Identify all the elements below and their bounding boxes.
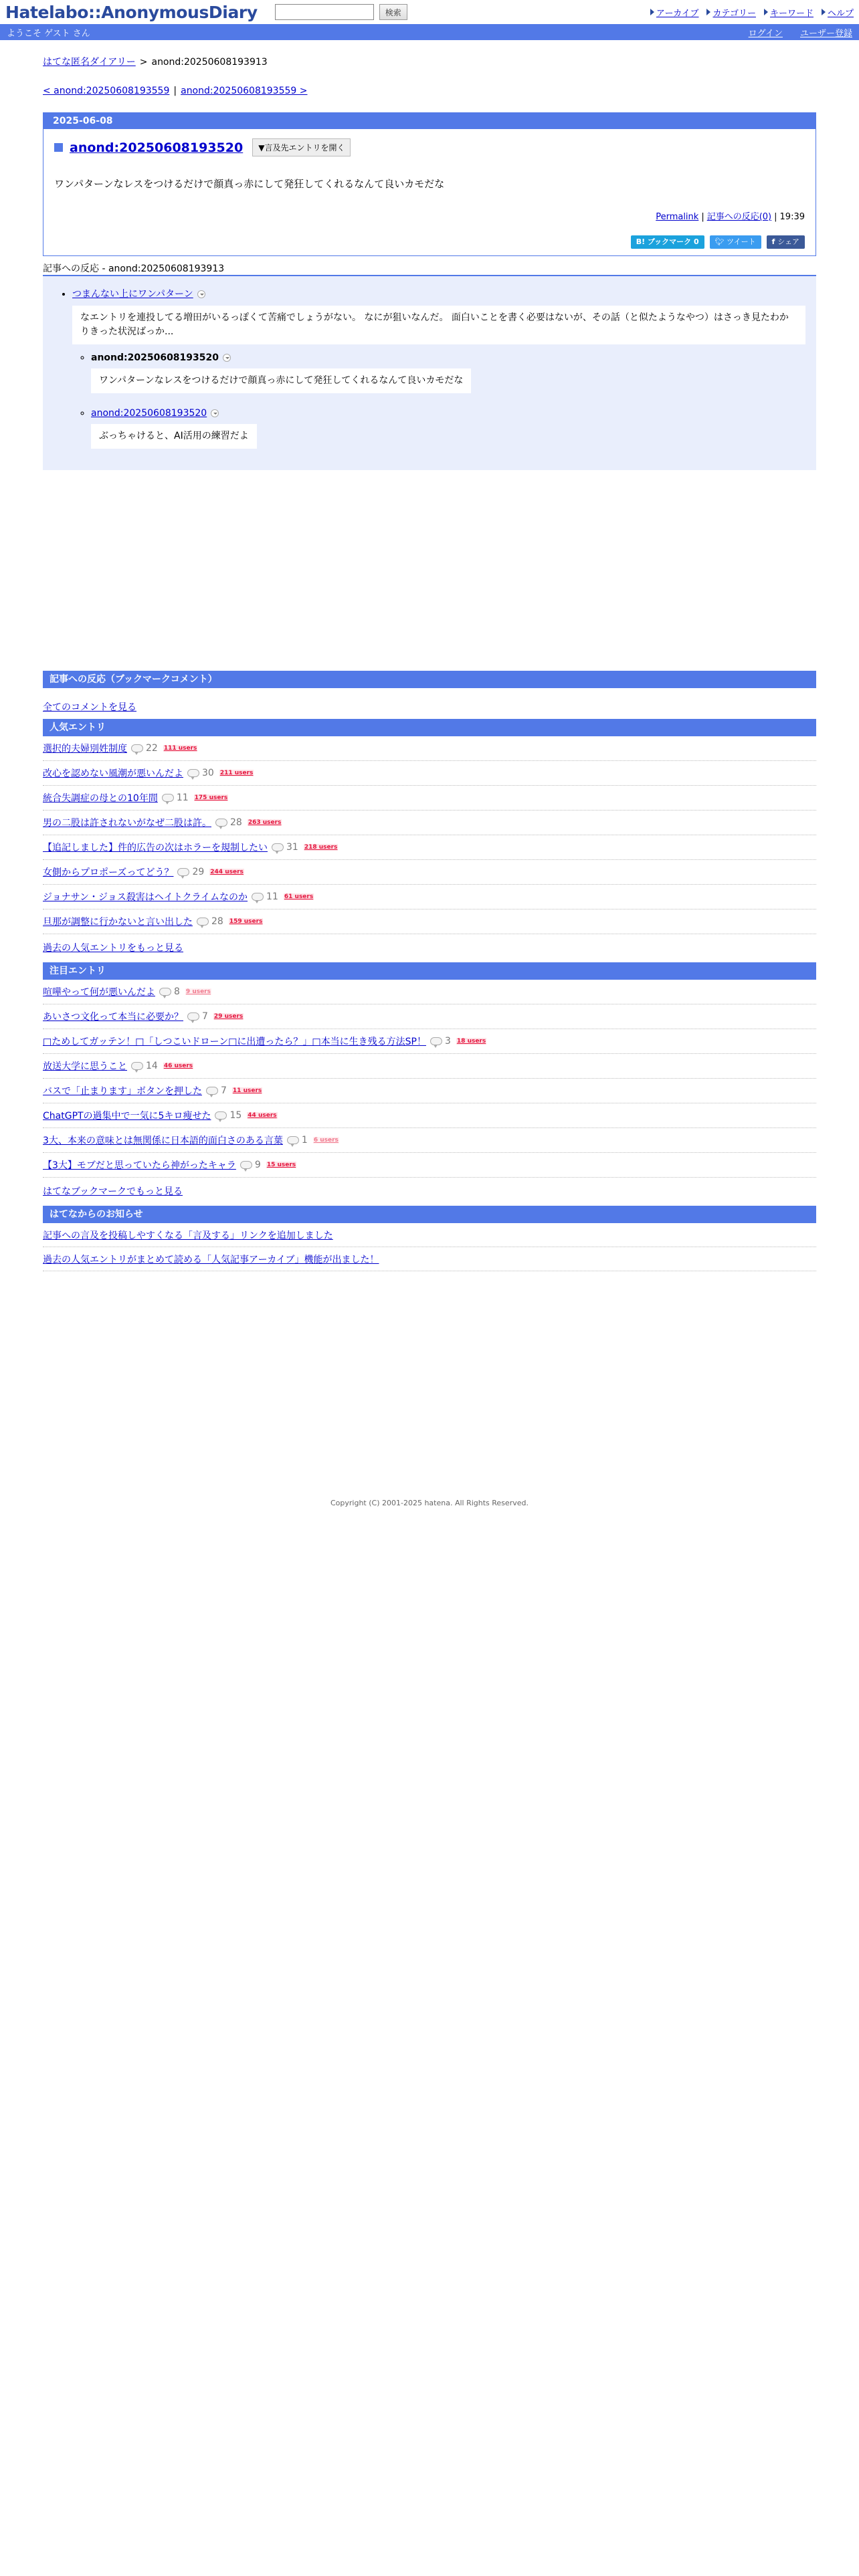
welcome-bar <box>0 24 859 40</box>
entry-link[interactable]: 3大、本来の意味とは無関係に日本語的面白さのある言葉 <box>43 1136 283 1146</box>
featured-entries-header: 注目エントリ <box>43 962 816 980</box>
arrow-right-icon <box>706 9 710 15</box>
featured-more <box>43 1178 816 1206</box>
comment-icon <box>240 1161 252 1169</box>
list-item <box>43 1029 816 1054</box>
comment-icon <box>177 868 189 876</box>
entry-link[interactable]: 【追記しました】件的広告の次はホラーを規制したい <box>43 843 268 853</box>
popular-entries-header: 人気エントリ <box>43 719 816 736</box>
list-item <box>43 761 816 786</box>
entry-link[interactable]: □ためしてガッテン！□「しつこいドローン□に出遭ったら？」□本当に生き残る方法SP！ <box>43 1037 426 1047</box>
list-item <box>43 1004 816 1029</box>
entry-link[interactable]: 選択的夫婦別姓制度 <box>43 744 127 754</box>
site-logo[interactable]: Hatelabo::AnonymousDiary <box>5 2 258 22</box>
users-badge[interactable]: 211 users <box>219 770 254 776</box>
reactions-title: 記事への反応 - anond:20250608193913 <box>43 263 225 274</box>
tweet-label: ツイート <box>727 237 756 246</box>
prev-next-nav <box>43 86 816 96</box>
footer-copyright: Copyright (C) 2001-2025 hatena. All Rights Reserved. <box>330 1499 529 1507</box>
list-item <box>43 1079 816 1103</box>
breadcrumb <box>43 55 816 68</box>
entry-square-icon <box>54 143 63 152</box>
share-row <box>54 235 805 249</box>
prev-entry-link[interactable]: < anond:20250608193559 <box>43 86 170 96</box>
comment-count: 15 <box>229 1110 242 1121</box>
prev-next-separator: | <box>173 86 177 96</box>
comment-icon <box>162 794 174 802</box>
entry-link[interactable]: 【3大】モブだと思っていたら神がったキャラ <box>43 1160 236 1171</box>
users-badge[interactable]: 29 users <box>213 1013 244 1020</box>
users-badge[interactable]: 111 users <box>163 745 197 752</box>
nav-keyword-link[interactable]: キーワード <box>769 8 814 19</box>
list-item <box>43 1054 816 1079</box>
entry-link[interactable]: あいさつ文化って本当に必要か？ <box>43 1012 183 1023</box>
popular-entries-list <box>43 736 816 934</box>
all-comments-link[interactable]: 全てのコメントを見る <box>43 702 136 713</box>
entry-link[interactable]: 喧嘩やって何が悪いんだよ <box>43 987 155 998</box>
nav-help[interactable] <box>822 6 854 19</box>
entry-text: ワンパターンなレスをつけるだけで顔真っ赤にして発狂してくれるなんて良いカモだな <box>54 178 445 190</box>
welcome-text: ようこそ ゲスト さん <box>7 28 90 39</box>
reaction-item <box>72 287 805 455</box>
breadcrumb-current: anond:20250608193913 <box>151 57 268 68</box>
users-badge[interactable]: 6 users <box>313 1137 339 1144</box>
users-badge[interactable]: 15 users <box>266 1162 296 1168</box>
entry-body <box>43 129 816 255</box>
register-link[interactable]: ユーザー登録 <box>799 28 852 39</box>
reactions-link[interactable]: 記事への反応(0) <box>706 212 772 222</box>
arrow-right-icon <box>650 9 654 15</box>
list-item <box>43 736 816 761</box>
users-badge[interactable]: 159 users <box>229 918 263 925</box>
users-badge[interactable]: 9 users <box>185 988 211 995</box>
entry-link[interactable]: ChatGPTの過集中で一気に5キロ痩せた <box>43 1111 211 1121</box>
reaction-quote: なエントリを連投してる増田がいるっぽくて苦痛でしょうがない。 なにが狙いなんだ。 面白いことを書く必要はないが、その話（と似たようなやつ）はさっき見たわかりきった状況ばっか... <box>72 306 805 344</box>
reaction-child-title: anond:20250608193520 <box>91 352 219 363</box>
comment-count: 3 <box>444 1036 451 1047</box>
search-input[interactable] <box>275 4 374 20</box>
comment-icon <box>131 1062 143 1070</box>
comment-count: 11 <box>176 792 189 803</box>
reaction-child-quote: ぶっちゃけると、AI活用の練習だよ <box>91 424 257 449</box>
users-badge[interactable]: 218 users <box>304 844 338 851</box>
comment-icon <box>252 893 264 901</box>
comment-count: 7 <box>202 1011 208 1022</box>
users-badge[interactable]: 46 users <box>163 1063 193 1069</box>
entry-link[interactable]: 旦那が調整に行かないと言い出した <box>43 917 193 928</box>
dropdown-icon[interactable] <box>223 354 231 362</box>
arrow-right-icon <box>764 9 768 15</box>
hatena-bookmark-button[interactable]: B! ブックマーク 0 <box>631 235 704 249</box>
comment-icon <box>430 1037 442 1045</box>
nav-category-link[interactable]: カテゴリー <box>712 8 756 19</box>
nav-archive[interactable] <box>650 6 699 19</box>
entry-title-row <box>54 138 805 156</box>
reaction-tree <box>43 275 816 470</box>
nav-keyword[interactable] <box>764 6 814 19</box>
comment-icon <box>215 1111 227 1119</box>
arrow-right-icon <box>822 9 826 15</box>
comment-count: 8 <box>174 986 180 997</box>
entry-link[interactable]: バスで「止まります」ボタンを押した <box>43 1086 202 1097</box>
comment-count: 30 <box>202 768 214 778</box>
list-item <box>43 860 816 885</box>
comment-icon <box>159 988 171 996</box>
comment-count: 22 <box>146 743 158 754</box>
comment-count: 14 <box>146 1061 158 1071</box>
list-item <box>43 980 816 1004</box>
reaction-child-item <box>91 352 805 400</box>
comment-count: 28 <box>230 817 242 828</box>
entry-link[interactable]: 統合失調症の母との10年間 <box>43 793 158 804</box>
featured-more-link[interactable]: はてなブックマークでもっと見る <box>43 1186 183 1197</box>
entry-link[interactable]: 改心を認めない風潮が悪いんだよ <box>43 768 183 779</box>
news-link[interactable]: 記事への言及を投稿しやすくなる「言及する」リンクを追加しました <box>43 1230 333 1241</box>
entry-meta: Permalink | 記事への反応(0) | 19:39 <box>656 212 805 222</box>
comment-icon <box>287 1136 299 1144</box>
comment-icon <box>206 1087 218 1095</box>
comment-count: 11 <box>266 891 278 902</box>
comment-icon <box>272 843 284 851</box>
top-bar <box>0 0 859 24</box>
dropdown-icon[interactable] <box>211 409 219 417</box>
login-link[interactable]: ログイン <box>748 28 783 39</box>
nav-category[interactable] <box>706 6 755 19</box>
comment-count: 28 <box>211 916 223 927</box>
comment-count: 9 <box>254 1160 261 1170</box>
popular-more-link[interactable]: 過去の人気エントリをもっと見る <box>43 943 183 954</box>
popular-more <box>43 934 816 962</box>
comment-count: 31 <box>286 842 298 853</box>
facebook-share-button[interactable] <box>767 235 805 249</box>
entry-link[interactable]: ジョナサン・ジョス殺害はヘイトクライムなのか <box>43 892 248 903</box>
users-badge[interactable]: 263 users <box>248 819 282 826</box>
news-item <box>43 1247 816 1271</box>
entry-time: 19:39 <box>779 212 805 222</box>
expand-referenced-button[interactable]: ▼言及先エントリを開く <box>252 138 351 156</box>
entry-link[interactable]: 女側からプロポーズってどう？ <box>43 867 174 878</box>
comment-icon <box>197 918 209 926</box>
comment-icon <box>215 819 227 827</box>
list-item <box>43 835 816 860</box>
comment-icon <box>131 744 143 752</box>
reaction-title-link[interactable]: つまんない上にワンパターン <box>72 289 193 300</box>
bookmark-comments-header: 記事への反応（ブックマークコメント） <box>43 671 816 688</box>
comment-count: 29 <box>192 867 205 877</box>
users-badge[interactable]: 244 users <box>210 869 244 875</box>
search-button[interactable]: 検索 <box>379 4 407 20</box>
all-comments <box>43 700 816 714</box>
list-item <box>43 786 816 811</box>
news-link[interactable]: 過去の人気エントリがまとめて読める「人気記事アーカイブ」機能が出ました！ <box>43 1254 379 1265</box>
permalink-link[interactable]: Permalink <box>656 212 699 222</box>
list-item <box>43 1128 816 1153</box>
entry-link[interactable]: 放送大学に思うこと <box>43 1061 127 1072</box>
nav-archive-link[interactable]: アーカイブ <box>656 8 699 19</box>
facebook-icon: f <box>771 237 778 246</box>
list-item <box>43 1153 816 1178</box>
top-nav <box>650 6 854 19</box>
list-item <box>43 885 816 909</box>
entry-title[interactable]: anond:20250608193520 <box>70 140 244 155</box>
twitter-icon: 🐦︎ <box>714 237 727 246</box>
featured-entries-list <box>43 980 816 1178</box>
news-item <box>43 1223 816 1247</box>
facebook-label: シェア <box>777 237 799 246</box>
reaction-child-item <box>91 408 805 455</box>
entry-date: 2025-06-08 <box>43 113 816 129</box>
list-item <box>43 909 816 934</box>
ad-space <box>43 470 816 671</box>
main-content <box>43 55 816 1507</box>
users-badge[interactable]: 11 users <box>232 1087 262 1094</box>
breadcrumb-separator: > <box>139 57 148 68</box>
comment-icon <box>187 1012 199 1021</box>
reaction-child-title-link[interactable]: anond:20250608193520 <box>91 408 207 419</box>
users-badge[interactable]: 61 users <box>284 893 314 900</box>
comment-count: 7 <box>221 1085 227 1096</box>
dropdown-icon[interactable] <box>197 290 205 298</box>
nav-help-link[interactable]: ヘルプ <box>827 8 854 19</box>
list-item <box>43 1103 816 1128</box>
reaction-child-quote: ワンパターンなレスをつけるだけで顔真っ赤にして発狂してくれるなんて良いカモだな <box>91 368 471 393</box>
list-item <box>43 811 816 835</box>
entry-box <box>43 112 816 256</box>
news-header: はてなからのお知らせ <box>43 1206 816 1223</box>
breadcrumb-home[interactable]: はてな匿名ダイアリー <box>43 57 136 68</box>
news-list <box>43 1223 816 1271</box>
users-badge[interactable]: 44 users <box>248 1112 277 1119</box>
users-badge[interactable]: 175 users <box>194 794 228 801</box>
users-badge[interactable]: 18 users <box>456 1038 486 1045</box>
comment-icon <box>187 769 199 777</box>
next-entry-link[interactable]: anond:20250608193559 > <box>181 86 308 96</box>
tweet-button[interactable] <box>710 235 761 249</box>
comment-count: 1 <box>301 1135 308 1146</box>
entry-link[interactable]: 男の二股は許されないがなぜ二股は許。 <box>43 818 211 829</box>
